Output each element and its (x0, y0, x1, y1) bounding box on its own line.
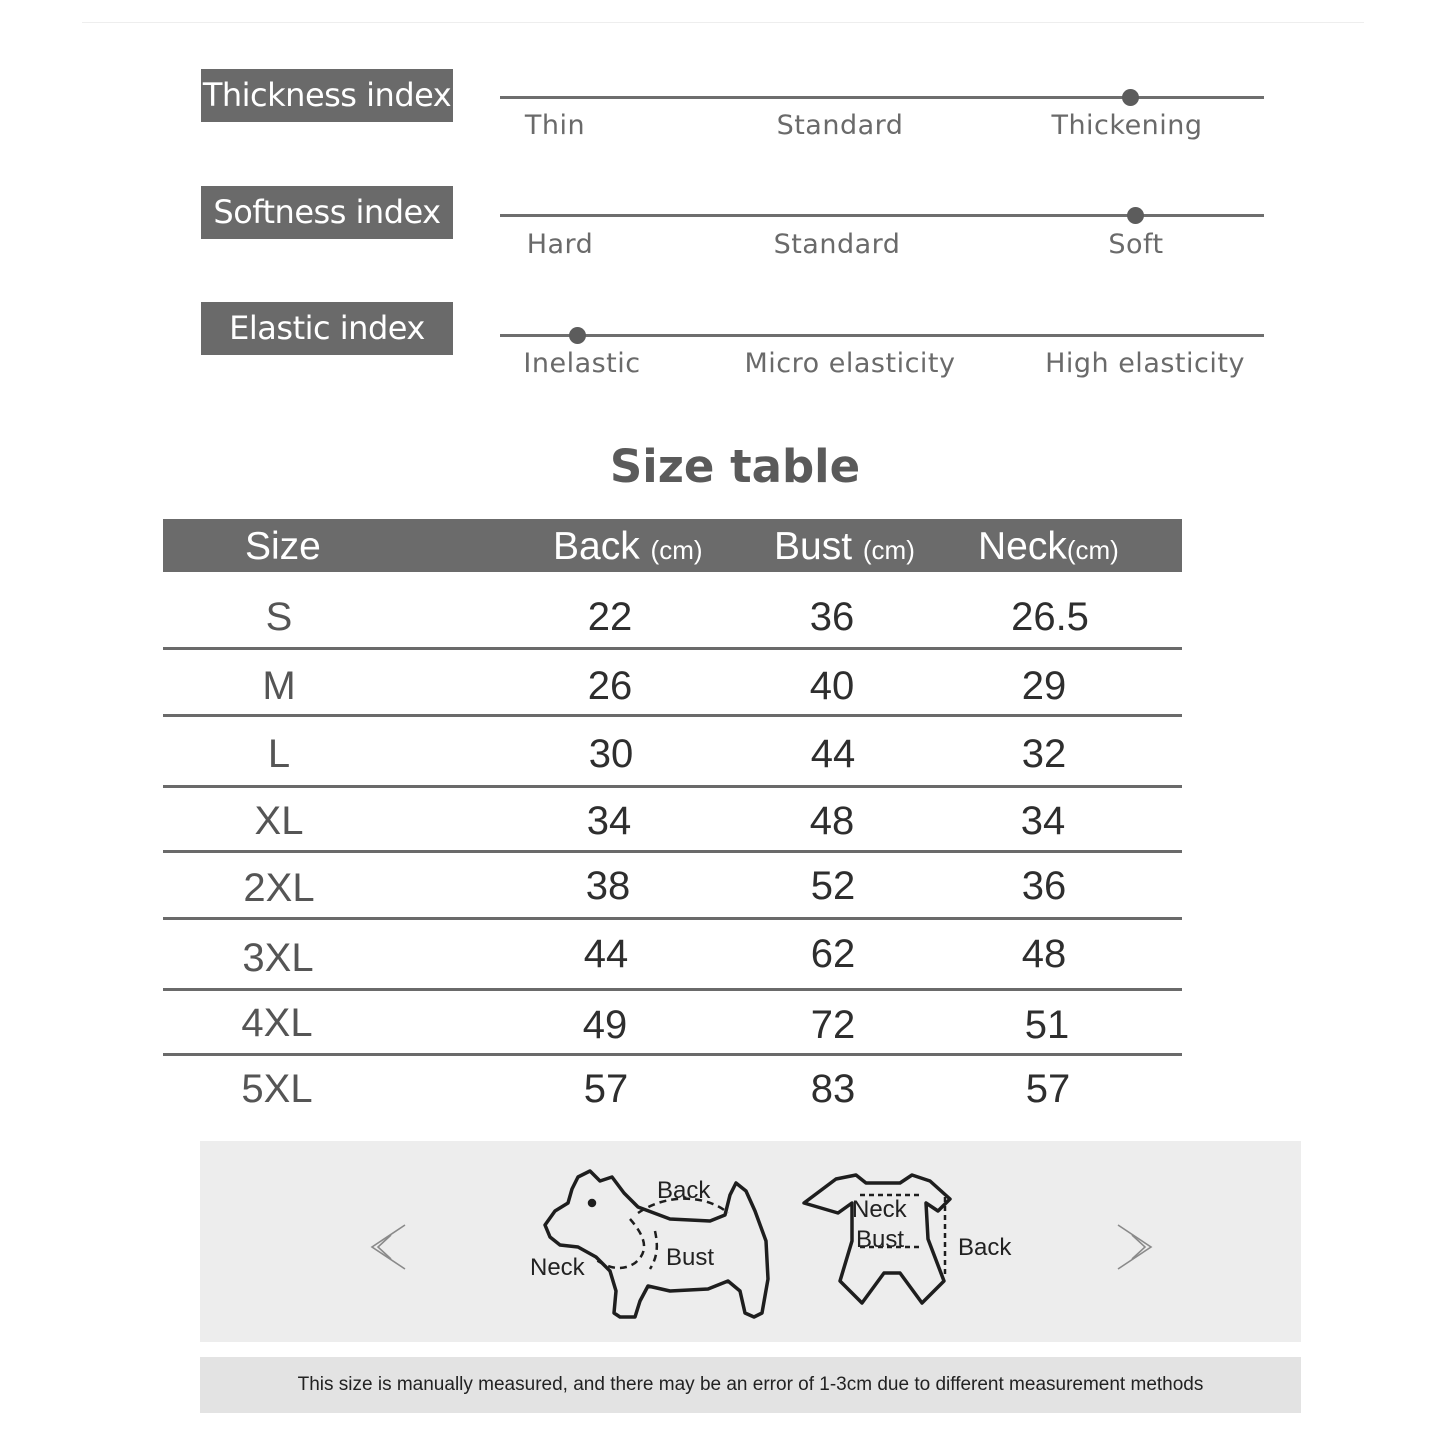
cell-back: 22 (587, 595, 633, 639)
thickness-option-standard: Standard (776, 110, 904, 141)
cell-size: 3XL (242, 936, 314, 980)
row-divider (163, 850, 1182, 853)
garment-back-label: Back (958, 1234, 1012, 1261)
header-bust: Bust (cm) (774, 525, 915, 568)
row-divider (163, 785, 1182, 788)
softness-indicator-dot (1127, 207, 1144, 224)
measurement-diagram-panel (200, 1141, 1301, 1342)
cell-bust: 72 (810, 1003, 856, 1047)
size-table-header (163, 519, 1182, 572)
row-divider (163, 1053, 1182, 1056)
cell-back: 57 (583, 1067, 629, 1111)
elastic-option-inelastic: Inelastic (523, 348, 641, 379)
cell-bust: 52 (810, 864, 856, 908)
thickness-index-label: Thickness index (201, 69, 453, 122)
cell-back: 26 (587, 664, 633, 708)
cell-bust: 36 (809, 595, 855, 639)
measurement-note: This size is manually measured, and there may be an error of 1-3cm due to different measurement methods (297, 1374, 1204, 1395)
cell-bust: 44 (810, 732, 856, 776)
cell-bust: 62 (810, 932, 856, 976)
row-divider (163, 917, 1182, 920)
cell-neck: 36 (1021, 864, 1067, 908)
elastic-indicator-dot (569, 327, 586, 344)
cell-bust: 83 (810, 1067, 856, 1111)
double-chevron-right-icon (1118, 1225, 1151, 1269)
softness-option-soft: Soft (1108, 229, 1164, 260)
header-back: Back (cm) (553, 525, 703, 568)
top-divider (82, 22, 1364, 23)
thickness-scale-line (500, 96, 1264, 99)
cell-back: 30 (588, 732, 634, 776)
cell-back: 44 (583, 932, 629, 976)
cell-back: 38 (585, 864, 631, 908)
row-divider (163, 988, 1182, 991)
cell-neck: 34 (1020, 799, 1066, 843)
row-divider (163, 714, 1182, 717)
elastic-option-micro: Micro elasticity (744, 348, 956, 379)
softness-option-standard: Standard (773, 229, 901, 260)
softness-option-hard: Hard (526, 229, 594, 260)
dog-back-label: Back (657, 1177, 711, 1204)
elastic-scale-line (500, 334, 1264, 337)
garment-bust-label: Bust (856, 1226, 905, 1253)
cell-size: S (265, 595, 293, 639)
cell-neck: 48 (1021, 932, 1067, 976)
cell-size: XL (254, 799, 304, 843)
dog-bust-label: Bust (666, 1244, 715, 1271)
size-table-title: Size table (609, 440, 861, 493)
softness-scale-line (500, 214, 1264, 217)
cell-neck: 29 (1021, 664, 1067, 708)
cell-size: 5XL (241, 1067, 313, 1111)
double-chevron-left-icon (372, 1225, 405, 1269)
softness-index-label: Softness index (201, 186, 453, 239)
cell-neck: 26.5 (1011, 595, 1089, 639)
thickness-option-thickening: Thickening (1051, 110, 1203, 141)
cell-neck: 51 (1024, 1003, 1070, 1047)
thickness-option-thin: Thin (524, 110, 586, 141)
cell-bust: 48 (809, 799, 855, 843)
cell-neck: 57 (1025, 1067, 1071, 1111)
cell-size: 2XL (243, 866, 315, 910)
elastic-option-high: High elasticity (1045, 348, 1245, 379)
measurement-diagram (200, 1141, 1301, 1342)
dog-neck-label: Neck (530, 1254, 585, 1281)
cell-neck: 32 (1021, 732, 1067, 776)
cell-size: L (267, 732, 291, 776)
thickness-indicator-dot (1122, 89, 1139, 106)
header-size: Size (245, 525, 321, 568)
cell-back: 49 (582, 1003, 628, 1047)
header-neck: Neck(cm) (978, 525, 1119, 568)
cell-bust: 40 (809, 664, 855, 708)
cell-size: 4XL (241, 1001, 313, 1045)
cell-size: M (262, 664, 296, 708)
garment-neck-label: Neck (852, 1196, 907, 1223)
measurement-note-bar (200, 1357, 1301, 1413)
row-divider (163, 647, 1182, 650)
cell-back: 34 (586, 799, 632, 843)
elastic-index-label: Elastic index (201, 302, 453, 355)
